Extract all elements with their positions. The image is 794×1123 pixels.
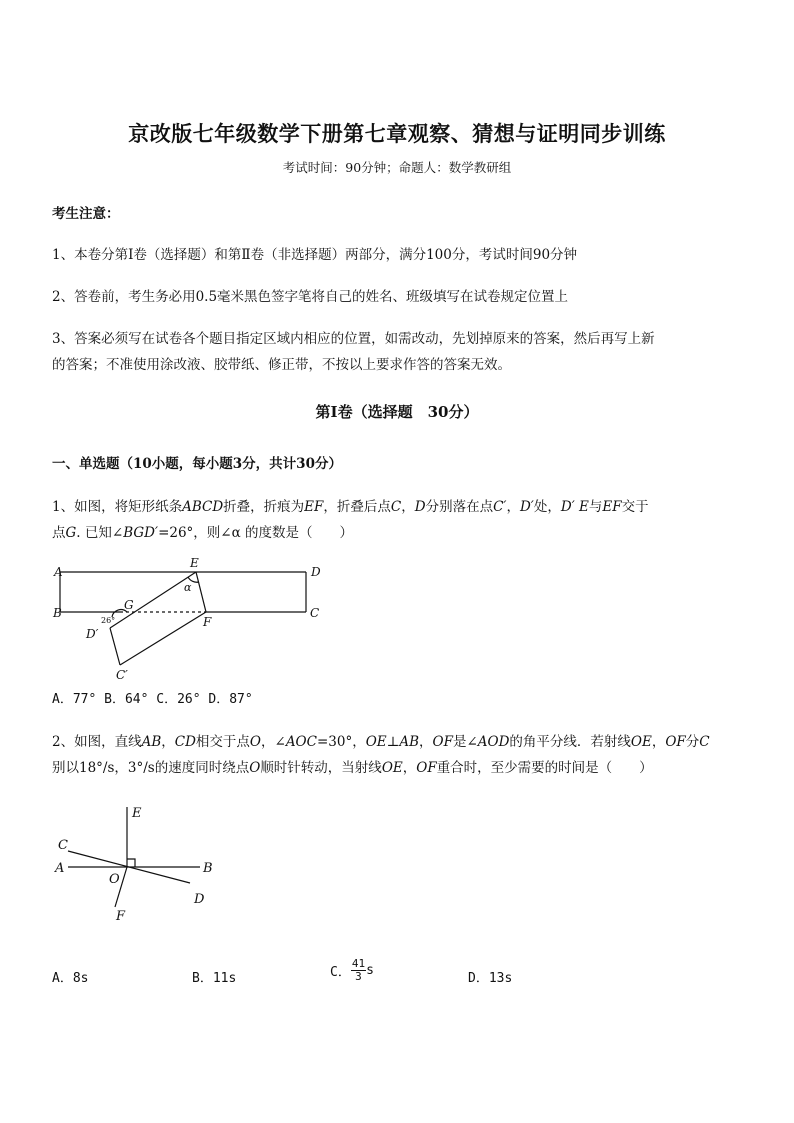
notice-item-3: 3、答案必须写在试卷各个题目指定区域内相应的位置，如需改动，先划掉原来的答案，然后再写上新 — [52, 331, 655, 347]
fraction-41-over-3: $\frac{41}{3}$ — [351, 957, 366, 984]
label-26-degrees: 26° — [101, 616, 116, 625]
label-d: D — [194, 892, 205, 907]
label-e: E — [190, 556, 199, 570]
label-c: C — [58, 838, 68, 853]
q2-stem-line2: 别以18°/s，3°/s的速度同时绕点O顺时针转动，当射线OE，OF重合时，至少需要的时间是（ ） — [52, 760, 653, 776]
q1-stem-line1: 1、如图，将矩形纸条ABCD折叠，折痕为EF，折叠后点C，D分别落在点C′，D′处，D′ E与EF交于 — [52, 499, 649, 515]
q2-option-b: B．11s — [192, 971, 237, 986]
label-c: C — [310, 606, 320, 620]
label-b: B — [53, 606, 62, 620]
part-heading: 一、单选题（10小题，每小题3分，共计30分） — [52, 456, 342, 472]
label-c-prime: C′ — [116, 668, 128, 682]
label-g: G — [124, 598, 134, 612]
q2-option-c: C． $\frac{41}{3}$ s — [330, 957, 374, 984]
q2-figure — [50, 795, 230, 930]
label-alpha: α — [184, 581, 192, 594]
notice-item-1: 1、本卷分第Ⅰ卷（选择题）和第Ⅱ卷（非选择题）两部分，满分100分，考试时间90分钟 — [52, 247, 578, 263]
section-title: 第Ⅰ卷（选择题 30分） — [315, 403, 479, 421]
label-b: B — [203, 861, 213, 876]
notice-item-3-cont: 的答案；不准使用涂改液、胶带纸、修正带，不按以上要求作答的答案无效。 — [52, 357, 511, 373]
notice-item-2: 2、答卷前，考生务必用0.5毫米黑色签字笔将自己的姓名、班级填写在试卷规定位置上 — [52, 289, 569, 305]
label-a: A — [54, 565, 63, 579]
exam-subtitle: 考试时间：90分钟；命题人：数学教研组 — [282, 160, 512, 175]
page-title: 京改版七年级数学下册第七章观察、猜想与证明同步训练 — [128, 121, 666, 146]
label-d: D — [311, 565, 321, 579]
q2-option-a: A．8s — [52, 971, 89, 986]
q1-options: A．77° B．64° C．26° D．87° — [52, 692, 253, 707]
label-a: A — [55, 861, 65, 876]
q1-figure — [48, 555, 338, 685]
label-f: F — [116, 909, 126, 924]
label-d-prime: D′ — [86, 627, 99, 641]
q2-stem-line1: 2、如图，直线AB，CD相交于点O，∠AOC=30°，OE⊥AB，OF是∠AOD的角平分线．若射线OE，OF分C — [52, 734, 710, 750]
edge-c2f — [120, 612, 206, 665]
label-e: E — [132, 806, 142, 821]
q1-stem-line2: 点G. 已知∠BGD′=26°，则∠α 的度数是（ ） — [52, 525, 354, 541]
label-f: F — [203, 615, 212, 629]
q2-option-d: D．13s — [468, 971, 513, 986]
notice-heading: 考生注意： — [52, 206, 120, 222]
edge-d2c2 — [110, 628, 120, 665]
crease-ef — [196, 572, 206, 612]
label-o: O — [109, 872, 120, 887]
right-angle-mark — [127, 859, 135, 867]
